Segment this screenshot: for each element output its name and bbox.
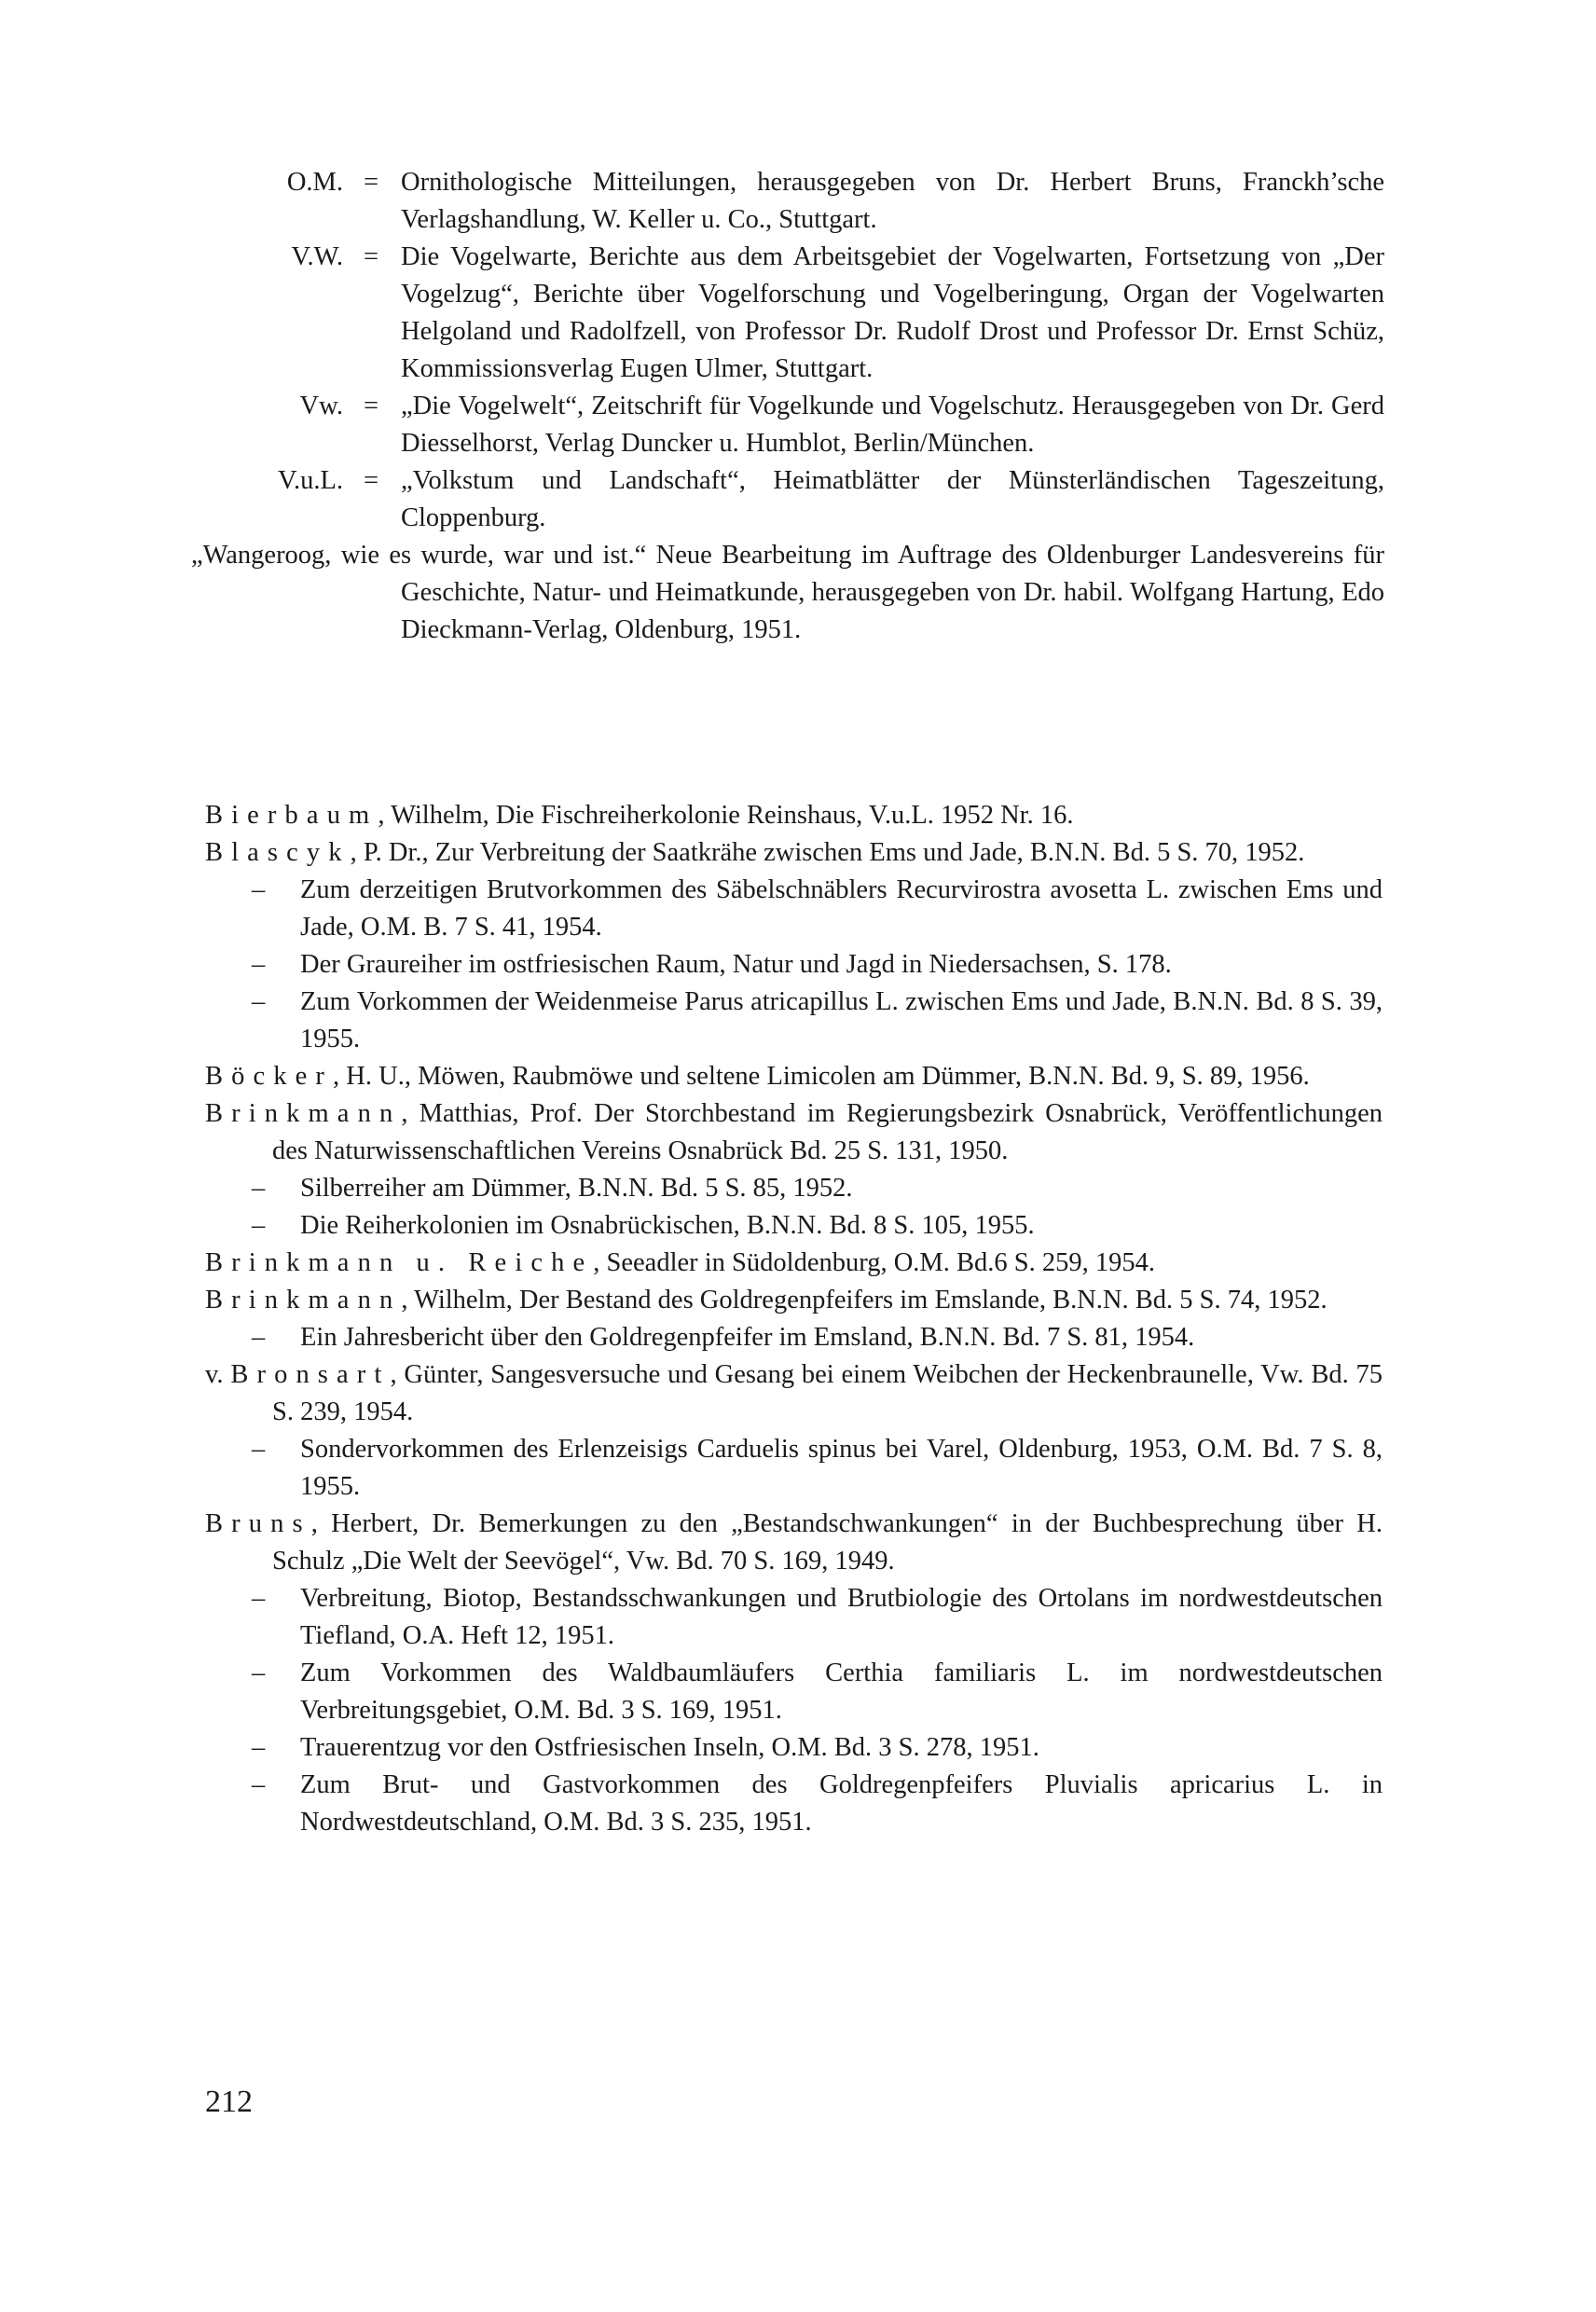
sub-entry-text: Der Graureiher im ostfriesischen Raum, Natur und Jagd in Niedersachsen, S. 178.: [300, 950, 1172, 979]
sub-entry-dash: –: [252, 1584, 266, 1613]
sub-entry: [205, 1655, 1383, 1729]
sub-entry-dash: –: [252, 1733, 266, 1762]
equals-sign: =: [363, 466, 379, 495]
bibliography-entry: [205, 1506, 1383, 1580]
abbreviation-text: Die Vogelwarte, Berichte aus dem Arbeitsgebiet der Vogelwarten, Fortsetzung von „Der Vogelzug“, Berichte über Vogelforschung und Vogelberingung, Organ der Vogelwarten Helgoland und Radolfzell, von Professor Dr. Rudolf Drost und Professor Dr. Ernst Schüz, Kommissionsverlag Eugen Ulmer, Stuttgart.: [401, 242, 1384, 383]
entry-text: , Wilhelm, Die Fischreiherkolonie Reinshaus, V.u.L. 1952 Nr. 16.: [378, 801, 1074, 830]
equals-sign: =: [363, 242, 379, 271]
sub-entry: [205, 1170, 1383, 1207]
sub-entry-text: Ein Jahresbericht über den Goldregenpfeifer im Emsland, B.N.N. Bd. 7 S. 81, 1954.: [300, 1323, 1195, 1352]
entry-text: , Herbert, Dr. Bemerkungen zu den „Bestandschwankungen“ in der Buchbesprechung über H. Schulz „Die Welt der Seevögel“, Vw. Bd. 70 S. 169, 1949.: [272, 1509, 1383, 1576]
author-prefix: v.: [205, 1360, 231, 1389]
sub-entry-text: Zum derzeitigen Brutvorkommen des Säbelschnäblers Recurvirostra avosetta L. zwischen Ems und Jade, O.M. B. 7 S. 41, 1954.: [300, 875, 1383, 942]
entry-text: , H. U., Möwen, Raubmöwe und seltene Limicolen am Dümmer, B.N.N. Bd. 9, S. 89, 1956.: [333, 1062, 1310, 1091]
author-name: Brinkmann u. Reiche: [205, 1248, 594, 1277]
wangeroog-entry: „Wangeroog, wie es wurde, war und ist.“ Neue Bearbeitung im Auftrage des Oldenburger Landesvereins für Geschichte, Natur- und Heimatkunde, herausgegeben von Dr. habil. Wolfgang Hartung, Edo Dieckmann-Verlag, Oldenburg, 1951.: [191, 541, 1384, 644]
sub-entry-text: Die Reiherkolonien im Osnabrückischen, B.N.N. Bd. 8 S. 105, 1955.: [300, 1211, 1035, 1240]
sub-entry: [205, 984, 1383, 1058]
bibliography-entry: [205, 1282, 1383, 1319]
abbreviation-text: „Die Vogelwelt“, Zeitschrift für Vogelkunde und Vogelschutz. Herausgegeben von Dr. Gerd Diesselhorst, Verlag Duncker u. Humblot, Berlin/München.: [401, 392, 1384, 458]
author-name: Brinkmann: [205, 1286, 402, 1314]
abbreviation-row: [191, 239, 1384, 388]
author-name: Blascyk: [205, 838, 351, 867]
abbreviation-text: Ornithologische Mitteilungen, herausgegeben von Dr. Herbert Bruns, Franckh’sche Verlagshandlung, W. Keller u. Co., Stuttgart.: [401, 168, 1384, 234]
abbreviation-text: „Volkstum und Landschaft“, Heimatblätter der Münsterländischen Tageszeitung, Cloppenburg.: [401, 466, 1384, 532]
abbreviation-key: V.W.: [291, 242, 343, 271]
entry-text: , Matthias, Prof. Der Storchbestand im Regierungsbezirk Osnabrück, Veröffentlichungen des Naturwissenschaftlichen Vereins Osnabrück Bd. 25 S. 131, 1950.: [272, 1099, 1383, 1165]
sub-entry-dash: –: [252, 1211, 266, 1240]
sub-entry: [205, 1319, 1383, 1356]
abbreviation-row: [191, 164, 1384, 239]
bibliography-entry: [205, 834, 1383, 872]
sub-entry: [205, 1207, 1383, 1245]
bibliography-entry: [205, 1245, 1383, 1282]
sub-entry: [205, 1580, 1383, 1655]
abbreviation-row: [191, 388, 1384, 462]
abbreviation-row: [191, 462, 1384, 537]
bibliography-entry: [205, 1356, 1383, 1431]
sub-entry-dash: –: [252, 1174, 266, 1203]
sub-entry: [205, 1767, 1383, 1841]
sub-entry-text: Trauerentzug vor den Ostfriesischen Inseln, O.M. Bd. 3 S. 278, 1951.: [300, 1733, 1039, 1762]
sub-entry-text: Zum Vorkommen des Waldbaumläufers Certhia familiaris L. im nordwestdeutschen Verbreitungsgebiet, O.M. Bd. 3 S. 169, 1951.: [300, 1658, 1383, 1725]
sub-entry: [205, 946, 1383, 984]
sub-entry-text: Zum Brut- und Gastvorkommen des Goldregenpfeifers Pluvialis apricarius L. in Nordwestdeutschland, O.M. Bd. 3 S. 235, 1951.: [300, 1770, 1383, 1837]
entry-text: , Seeadler in Südoldenburg, O.M. Bd.6 S. 259, 1954.: [593, 1248, 1155, 1277]
equals-sign: =: [363, 168, 379, 197]
author-name: Bruns: [205, 1509, 311, 1538]
page-number: 212: [205, 2085, 253, 2119]
entry-text: , Wilhelm, Der Bestand des Goldregenpfeifers im Emslande, B.N.N. Bd. 5 S. 74, 1952.: [401, 1286, 1328, 1314]
bibliography-entry: [205, 1095, 1383, 1170]
author-name: Böcker: [205, 1062, 334, 1091]
author-name: Bronsart: [230, 1360, 391, 1389]
bibliography-list: [205, 797, 1383, 1841]
sub-entry-dash: –: [252, 1323, 266, 1352]
sub-entry-dash: –: [252, 875, 266, 904]
entry-text: , P. Dr., Zur Verbreitung der Saatkrähe zwischen Ems und Jade, B.N.N. Bd. 5 S. 70, 1952.: [350, 838, 1305, 867]
bibliography-entry: [205, 1058, 1383, 1095]
bibliography-entry: [205, 797, 1383, 834]
sub-entry-text: Zum Vorkommen der Weidenmeise Parus atricapillus L. zwischen Ems und Jade, B.N.N. Bd. 8 S. 39, 1955.: [300, 987, 1383, 1053]
equals-sign: =: [363, 392, 379, 420]
abbreviation-key: V.u.L.: [278, 466, 343, 495]
sub-entry-dash: –: [252, 950, 266, 979]
abbreviation-key: O.M.: [286, 168, 343, 197]
sub-entry-dash: –: [252, 1770, 266, 1799]
abbreviation-key: Vw.: [299, 392, 343, 420]
abbreviation-list: [191, 164, 1384, 649]
sub-entry-dash: –: [252, 987, 266, 1016]
sub-entry-dash: –: [252, 1658, 266, 1687]
author-name: Bierbaum: [205, 801, 378, 830]
entry-text: , Günter, Sangesversuche und Gesang bei einem Weibchen der Heckenbraunelle, Vw. Bd. 75 S. 239, 1954.: [272, 1360, 1383, 1426]
sub-entry: [205, 872, 1383, 946]
sub-entry-dash: –: [252, 1435, 266, 1464]
sub-entry: [205, 1431, 1383, 1506]
sub-entry-text: Sondervorkommen des Erlenzeisigs Carduelis spinus bei Varel, Oldenburg, 1953, O.M. Bd. 7 S. 8, 1955.: [300, 1435, 1383, 1501]
sub-entry-text: Verbreitung, Biotop, Bestandsschwankungen und Brutbiologie des Ortolans im nordwestdeutschen Tiefland, O.A. Heft 12, 1951.: [300, 1584, 1383, 1650]
author-name: Brinkmann: [205, 1099, 402, 1128]
sub-entry-text: Silberreiher am Dümmer, B.N.N. Bd. 5 S. 85, 1952.: [300, 1174, 853, 1203]
sub-entry: [205, 1729, 1383, 1767]
